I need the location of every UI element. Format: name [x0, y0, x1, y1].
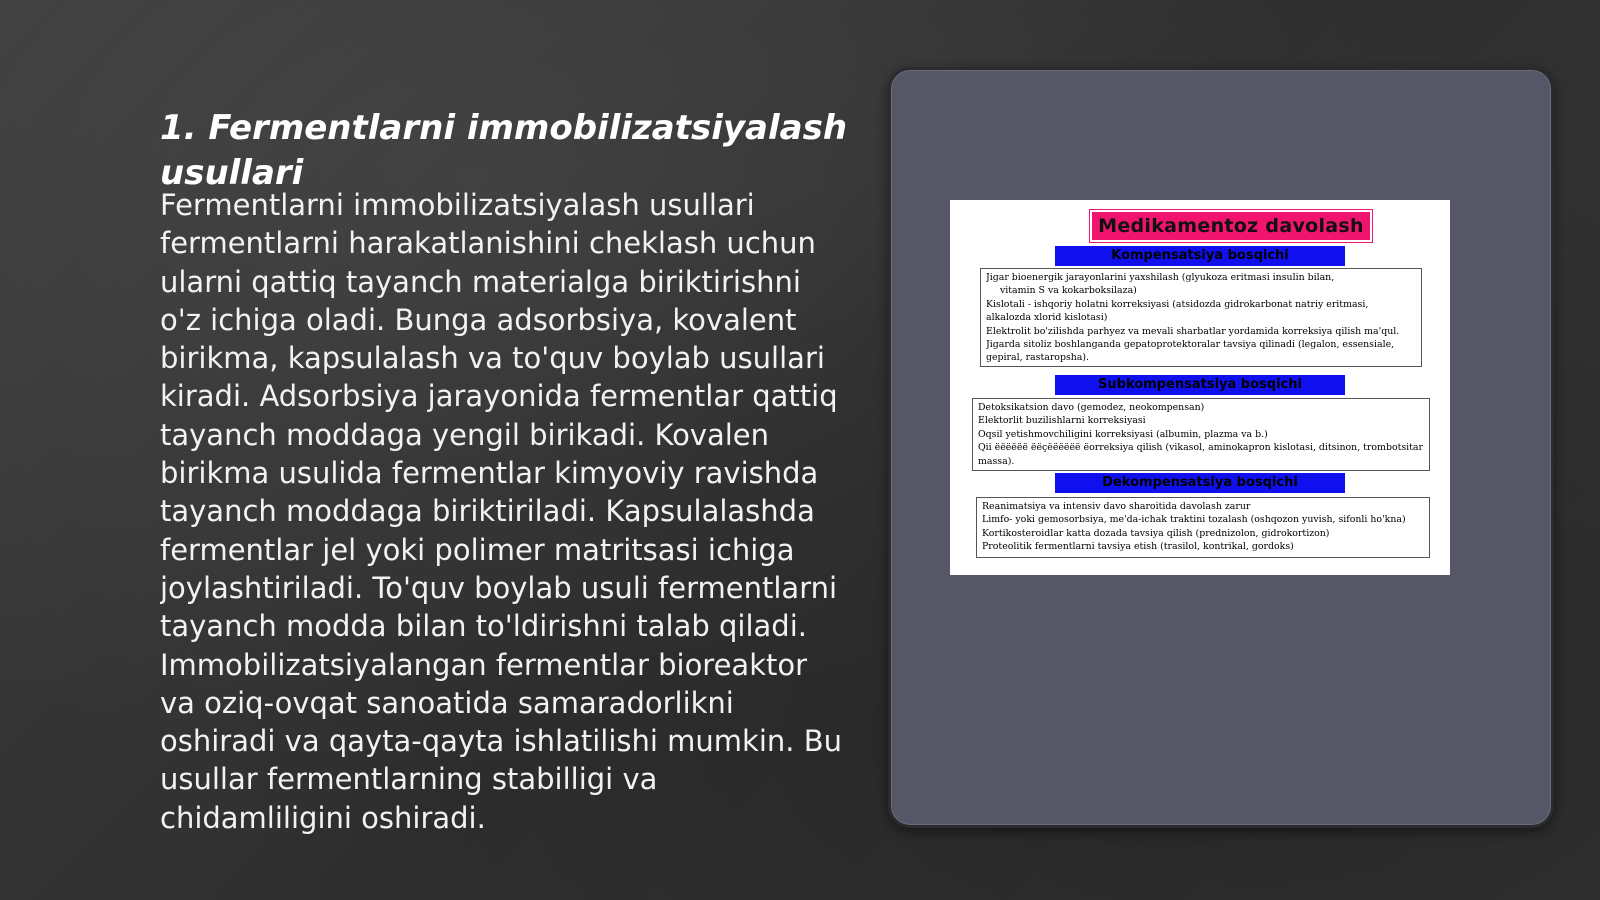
section-line: massa). [978, 455, 1015, 467]
embedded-document-image [950, 200, 1450, 575]
document-title: Medikamentoz davolash [1090, 210, 1372, 242]
section-box-compensation [980, 268, 1422, 367]
section-line: Proteolitik fermentlarni tavsiya etish (trasilol, kontrikal, gordoks) [982, 541, 1294, 553]
section-line: Elektorlit buzilishlarni korreksiyasi [978, 415, 1146, 427]
section-line: Qii ёёёёёё ёёçёёёёёё ёorreksiya qilish (vikasol, aminokapron kislotasi, ditsinon, trombotsitar [978, 442, 1424, 454]
section-heading-decompensation: Dekompensatsiya bosqichi [1055, 473, 1345, 493]
section-line: Kislotali - ishqoriy holatni korreksiyasi (atsidozda gidrokarbonat natriy eritmasi, [986, 298, 1369, 310]
section-line: alkalozda xlorid kislotasi) [986, 312, 1108, 324]
section-line: gepiral, rastaropsha). [986, 352, 1090, 364]
section-line: Jigar bioenergik jarayonlarini yaxshilash (glyukoza eritmasi insulin bilan, [986, 272, 1335, 283]
section-heading-subcompensation: Subkompensatsiya bosqichi [1055, 375, 1345, 395]
section-heading-compensation: Kompensatsiya bosqichi [1055, 246, 1345, 266]
section-box-subcompensation [972, 398, 1430, 471]
section-line: vitamin S va kokarboksilaza) [1000, 285, 1137, 297]
section-line: Reanimatsiya va intensiv davo sharoitida davolash zarur [982, 501, 1251, 512]
section-line: Elektrolit bo'zilishda parhyez va mevali sharbatlar yordamida korreksiya qilish ma'qul. [986, 325, 1400, 337]
section-line: Kortikosteroidlar katta dozada tavsiya qilish (prednizolon, gidrokortizon) [982, 527, 1330, 539]
section-box-decompensation [976, 497, 1430, 558]
section-line: Limfo- yoki gemosorbsiya, me'da-ichak traktini tozalash (oshqozon yuvish, sifonli ho'kna) [982, 514, 1406, 526]
slide-body-text: Fermentlarni immobilizatsiyalash usullari fermentlarni harakatlanishini cheklash uchun ularni qattiq tayanch materialga biriktirishni o'z ichiga oladi. Bunga adsorbsiya, kovalent birikma, kapsulalash va to'quv boylab usullari kiradi. Adsorbsiya jarayonida fermentlar qattiq tayanch moddaga yengil birikadi. Kovalen birikma usulida fermentlar kimyoviy ravishda tayanch moddaga biriktiriladi. Kapsulalashda fermentlar jel yoki polimer matritsasi ichiga joylashtiriladi. To'quv boylab usuli fermentlarni tayanch modda bilan to'ldirishni talab qiladi. Immobilizatsiyalangan fermentlar bioreaktor va oziq-ovqat sanoatida samaradorlikni oshiradi va qayta-qayta ishlatilishi mumkin. Bu usullar fermentlarning stabilligi va chidamliligini oshiradi. [160, 188, 842, 835]
section-line: Oqsil yetishmovchiligini korreksiyasi (albumin, plazma va b.) [978, 428, 1268, 440]
slide-title: 1. Fermentlarni immobilizatsiyalash usullari [160, 108, 848, 193]
section-line: Jigarda sitoliz boshlanganda gepatoprotektoralar tavsiya qilinadi (legalon, essensiale, [986, 339, 1395, 351]
section-line: Detoksikatsion davo (gemodez, neokompensan) [978, 402, 1205, 413]
